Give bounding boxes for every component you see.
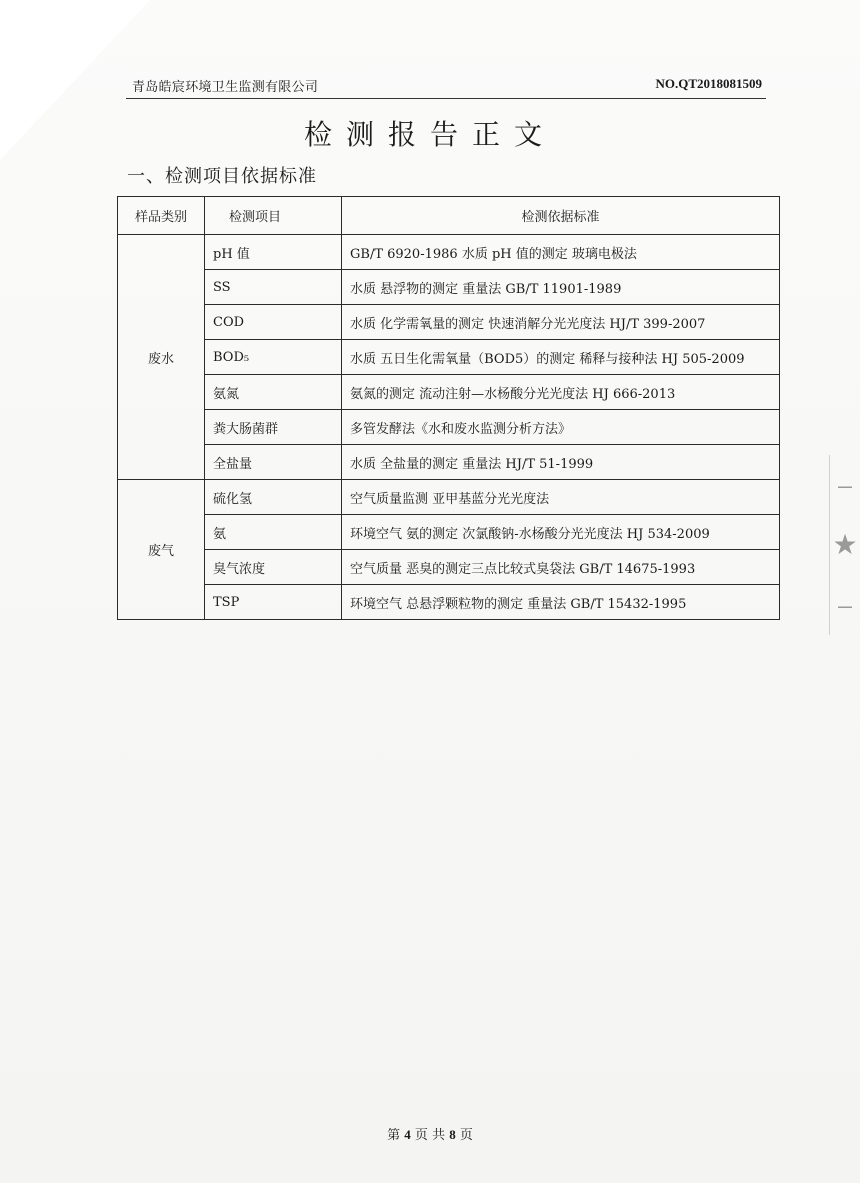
table-row <box>118 375 780 410</box>
current-page-number: 4 <box>404 1127 411 1142</box>
partial-seal-stamp: ⎯ ★ ⎯ <box>829 455 860 635</box>
table-row <box>118 340 780 375</box>
total-page-count: 8 <box>449 1127 456 1142</box>
standard-cell: 环境空气 总悬浮颗粒物的测定 重量法 GB/T 15432-1995 <box>342 585 780 620</box>
item-cell: COD <box>205 305 342 340</box>
standard-cell: GB/T 6920-1986 水质 pH 值的测定 玻璃电极法 <box>342 235 780 270</box>
standard-cell: 空气质量监测 亚甲基蓝分光光度法 <box>342 480 780 515</box>
table-row <box>118 270 780 305</box>
item-cell: 粪大肠菌群 <box>205 410 342 445</box>
item-cell: 臭气浓度 <box>205 550 342 585</box>
column-header-category: 样品类别 <box>118 197 205 235</box>
footer-suffix: 页 <box>459 1128 473 1143</box>
standard-cell: 水质 全盐量的测定 重量法 HJ/T 51-1999 <box>342 445 780 480</box>
table-row <box>118 445 780 480</box>
table-row <box>118 305 780 340</box>
item-cell: SS <box>205 270 342 305</box>
document-title: 检测报告正文 <box>303 118 556 151</box>
standard-cell: 环境空气 氨的测定 次氯酸钠-水杨酸分光光度法 HJ 534-2009 <box>342 515 780 550</box>
page-header <box>126 72 766 99</box>
standard-cell: 水质 化学需氧量的测定 快速消解分光光度法 HJ/T 399-2007 <box>342 305 780 340</box>
table-row <box>118 410 780 445</box>
item-cell: pH 值 <box>205 235 342 270</box>
section-heading: 一、检测项目依据标准 <box>127 166 317 187</box>
table-row <box>118 235 780 270</box>
category-cell-wastewater: 废水 <box>118 235 205 480</box>
footer-prefix: 第 <box>387 1128 401 1143</box>
item-cell: 氨氮 <box>205 375 342 410</box>
report-number: NO.QT2018081509 <box>655 76 762 91</box>
item-cell: BOD₅ <box>205 340 342 375</box>
item-cell: TSP <box>205 585 342 620</box>
table-header-row <box>118 197 780 235</box>
category-cell-exhaust-gas: 废气 <box>118 480 205 620</box>
item-cell: 全盐量 <box>205 445 342 480</box>
standard-cell: 水质 五日生化需氧量（BOD5）的测定 稀释与接种法 HJ 505-2009 <box>342 340 780 375</box>
company-name: 青岛皓宸环境卫生监测有限公司 <box>132 80 319 95</box>
column-header-standard: 检测依据标准 <box>342 197 780 235</box>
standard-cell: 空气质量 恶臭的测定三点比较式臭袋法 GB/T 14675-1993 <box>342 550 780 585</box>
table-row <box>118 585 780 620</box>
column-header-item: 检测项目 <box>205 197 342 235</box>
item-cell: 氨 <box>205 515 342 550</box>
footer-middle: 页 共 <box>414 1128 446 1143</box>
standard-cell: 多管发酵法《水和废水监测分析方法》 <box>342 410 780 445</box>
standards-table <box>117 196 780 620</box>
table-row <box>118 515 780 550</box>
page-footer <box>0 1124 860 1143</box>
standard-cell: 氨氮的测定 流动注射—水杨酸分光光度法 HJ 666-2013 <box>342 375 780 410</box>
table-row <box>118 550 780 585</box>
table-row <box>118 480 780 515</box>
item-cell: 硫化氢 <box>205 480 342 515</box>
standard-cell: 水质 悬浮物的测定 重量法 GB/T 11901-1989 <box>342 270 780 305</box>
